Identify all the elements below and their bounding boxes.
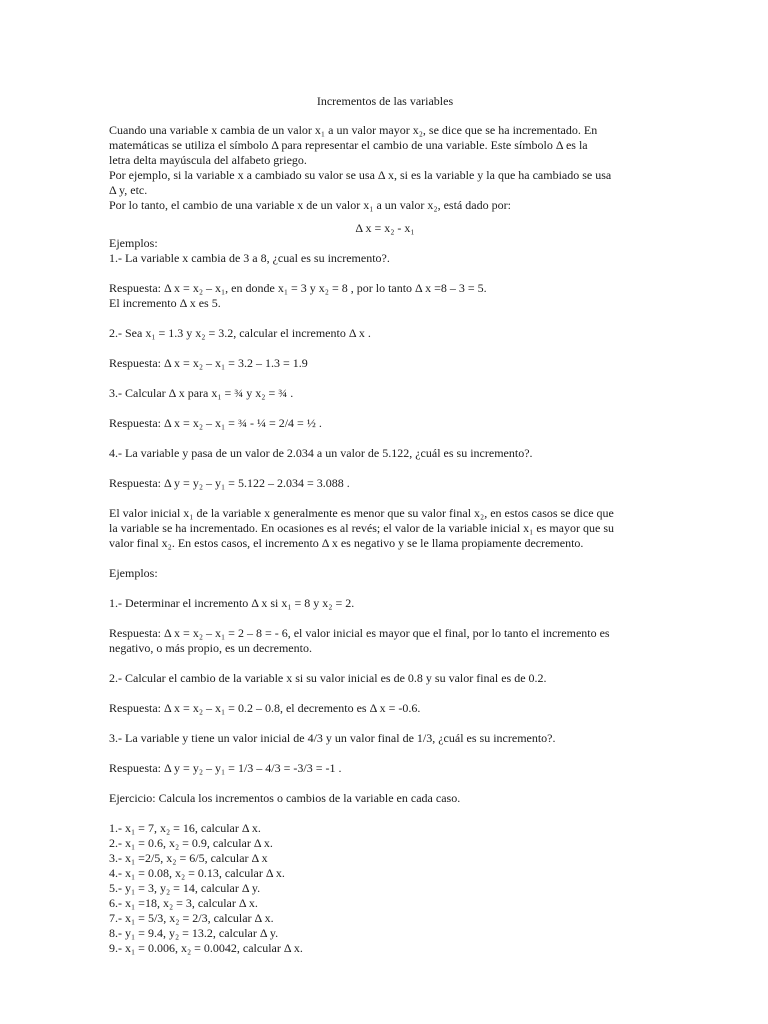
example-question: 1.- Determinar el incremento Δ x si x₁ = 8 y x₂ = 2. [109, 596, 355, 610]
examples-heading: Ejemplos: [109, 236, 158, 250]
examples-heading: Ejemplos: [109, 566, 158, 580]
exercise-item: 8.- y₁ = 9.4, y₂ = 13.2, calcular Δ y. [109, 926, 279, 940]
exercise-item: 7.- x₁ = 5/3, x₂ = 2/3, calcular Δ x. [109, 911, 274, 925]
example-answer: Respuesta: Δ x = x₂ – x₁ = 2 – 8 = - 6, el valor inicial es mayor que el final, por lo tanto el incremento es [109, 626, 610, 640]
example-question: 3.- Calcular Δ x para x₁ = ¾ y x₂ = ¾ . [109, 386, 294, 400]
example-question: 1.- La variable x cambia de 3 a 8, ¿cual es su incremento?. [109, 251, 390, 265]
exercise-item: 9.- x₁ = 0.006, x₂ = 0.0042, calcular Δ x. [109, 941, 303, 955]
intro-line: letra delta mayúscula del alfabeto griego. [109, 153, 307, 167]
intro-line: Por ejemplo, si la variable x a cambiado su valor se usa Δ x, si es la variable y la que ha cambiado se usa [109, 168, 612, 182]
example-answer: Respuesta: Δ x = x₂ – x₁, en donde x₁ = 3 y x₂ = 8 , por lo tanto Δ x =8 – 3 = 5. [109, 281, 487, 295]
example-answer: Respuesta: Δ y = y₂ – y₁ = 1/3 – 4/3 = -3/3 = -1 . [109, 761, 342, 775]
document-page [109, 94, 661, 956]
example-answer: Respuesta: Δ y = y₂ – y₁ = 5.122 – 2.034 = 3.088 . [109, 476, 350, 490]
page-title: Incrementos de las variables [316, 94, 454, 108]
delta-formula: Δ x = x₂ - x₁ [355, 221, 415, 235]
intro-line: Por lo tanto, el cambio de una variable x de un valor x₁ a un valor x₂, está dado por: [109, 198, 511, 212]
intro-paragraph [109, 123, 661, 213]
example-conclusion: El incremento Δ x es 5. [109, 296, 221, 310]
decrement-paragraph [109, 506, 661, 551]
example-question: 2.- Calcular el cambio de la variable x si su valor inicial es de 0.8 y su valor final es de 0.2. [109, 671, 547, 685]
intro-line: matemáticas se utiliza el símbolo Δ para representar el cambio de una variable. Este símbolo Δ es la [109, 138, 588, 152]
example-answer: Respuesta: Δ x = x₂ – x₁ = 0.2 – 0.8, el decremento es Δ x = -0.6. [109, 701, 421, 715]
exercise-item: 4.- x₁ = 0.08, x₂ = 0.13, calcular Δ x. [109, 866, 285, 880]
example-question: 3.- La variable y tiene un valor inicial de 4/3 y un valor final de 1/3, ¿cuál es su incremento?. [109, 731, 556, 745]
example-question: 4.- La variable y pasa de un valor de 2.034 a un valor de 5.122, ¿cuál es su incremento?. [109, 446, 533, 460]
intro-line: Δ y, etc. [109, 183, 148, 197]
exercise-heading: Ejercicio: Calcula los incrementos o cambios de la variable en cada caso. [109, 791, 461, 805]
paragraph-line: El valor inicial x₁ de la variable x generalmente es menor que su valor final x₂, en estos casos se dice que [109, 506, 614, 520]
exercise-item: 5.- y₁ = 3, y₂ = 14, calcular Δ y. [109, 881, 261, 895]
example-answer: Respuesta: Δ x = x₂ – x₁ = ¾ - ¼ = 2/4 = ½ . [109, 416, 322, 430]
example-answer: Respuesta: Δ x = x₂ – x₁ = 3.2 – 1.3 = 1.9 [109, 356, 308, 370]
example-answer: negativo, o más propio, es un decremento. [109, 641, 312, 655]
exercise-item: 6.- x₁ =18, x₂ = 3, calcular Δ x. [109, 896, 258, 910]
intro-line: Cuando una variable x cambia de un valor x₁ a un valor mayor x₂, se dice que se ha incrementado. En [109, 123, 598, 137]
paragraph-line: valor final x₂. En estos casos, el incremento Δ x es negativo y se le llama propiamente decremento. [109, 536, 584, 550]
exercise-list [109, 821, 661, 956]
exercise-item: 3.- x₁ =2/5, x₂ = 6/5, calcular Δ x [109, 851, 268, 865]
exercise-item: 2.- x₁ = 0.6, x₂ = 0.9, calcular Δ x. [109, 836, 273, 850]
paragraph-line: la variable se ha incrementado. En ocasiones es al revés; el valor de la variable inicial x₁ es mayor que su [109, 521, 614, 535]
exercise-item: 1.- x₁ = 7, x₂ = 16, calcular Δ x. [109, 821, 261, 835]
example-question: 2.- Sea x₁ = 1.3 y x₂ = 3.2, calcular el incremento Δ x . [109, 326, 371, 340]
